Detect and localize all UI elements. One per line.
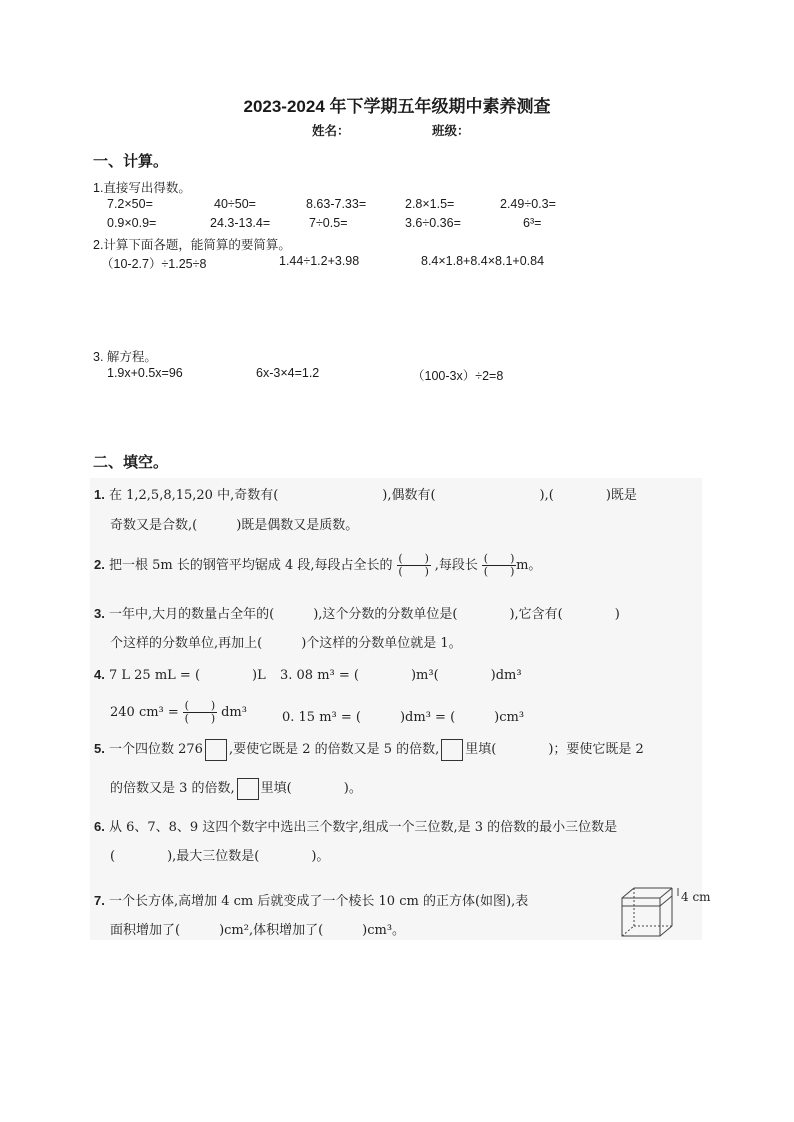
calc-item: 0.9×0.9= bbox=[107, 216, 157, 230]
equation-item: 6x-3×4=1.2 bbox=[256, 366, 320, 380]
name-label: 姓名： bbox=[312, 124, 350, 138]
question-text: 一年中,大月的数量占全年的( ),这个分数的分数单位是( ),它含有( ) bbox=[108, 607, 620, 622]
answer-box[interactable] bbox=[441, 739, 463, 761]
question-number: 2. bbox=[94, 557, 105, 572]
q1-label: 1.直接写出得数。 bbox=[93, 181, 191, 195]
fill-q7-line2: 面积增加了( )cm²,体积增加了( )cm³。 bbox=[110, 923, 406, 938]
calc-item: 40÷50= bbox=[214, 197, 256, 211]
calc-item: 8.63-7.33= bbox=[306, 197, 367, 211]
calc-item: 2.49÷0.3= bbox=[500, 197, 556, 211]
fraction-blank: $\frac{( )}{( )}$ bbox=[483, 552, 515, 578]
cube-height-label: 4 cm bbox=[681, 890, 711, 904]
page-title: 2023-2024 年下学期五年级期中素养测查 bbox=[243, 97, 551, 116]
fill-q1-line1 bbox=[94, 484, 637, 503]
question-text: 里填( )；要使它既是 2 bbox=[465, 742, 644, 757]
answer-box[interactable] bbox=[205, 739, 227, 761]
calc-item: 7.2×50= bbox=[107, 197, 153, 211]
fill-q5-line2 bbox=[110, 777, 362, 800]
section2-heading: 二、填空。 bbox=[93, 454, 169, 471]
q3-label: 3. 解方程。 bbox=[93, 350, 157, 364]
fill-q1-line2: 奇数又是合数,( )既是偶数又是质数。 bbox=[110, 518, 359, 533]
fill-q4-b1 bbox=[110, 700, 247, 725]
question-text: dm³ bbox=[221, 705, 247, 720]
question-text: 在 1,2,5,8,15,20 中,奇数有( ),偶数有( ),( )既是 bbox=[108, 488, 637, 503]
question-text: 7 L 25 mL = ( )L bbox=[108, 668, 266, 683]
question-number: 3. bbox=[94, 606, 105, 621]
question-text: m。 bbox=[516, 558, 542, 573]
calc-item: 3.6÷0.36= bbox=[405, 216, 461, 230]
question-number: 5. bbox=[94, 741, 105, 756]
question-number: 6. bbox=[94, 819, 105, 834]
fill-q7-line1 bbox=[94, 890, 528, 909]
question-number: 4. bbox=[94, 667, 105, 682]
equation-item: （100-3x）÷2=8 bbox=[412, 369, 504, 383]
calc-item: 8.4×1.8+8.4×8.1+0.84 bbox=[421, 254, 545, 268]
calc-item: （10-2.7）÷1.25÷8 bbox=[101, 257, 207, 271]
class-label: 班级： bbox=[432, 124, 470, 138]
fill-q6-line1 bbox=[94, 816, 617, 835]
fill-q3-line1 bbox=[94, 603, 620, 622]
calc-item: 6³= bbox=[523, 216, 542, 230]
question-text: 240 cm³ = bbox=[110, 705, 179, 720]
question-text: ,每段长 bbox=[434, 558, 478, 573]
calc-item: 1.44÷1.2+3.98 bbox=[279, 254, 360, 268]
fill-q2 bbox=[94, 553, 541, 578]
fill-q6-line2: ( ),最大三位数是( )。 bbox=[110, 849, 330, 864]
q2-label: 2.计算下面各题，能简算的要简算。 bbox=[93, 238, 291, 252]
question-text: 里填( )。 bbox=[260, 781, 362, 796]
fill-q4-line1 bbox=[94, 664, 266, 683]
question-number: 7. bbox=[94, 893, 105, 908]
question-number: 1. bbox=[94, 487, 105, 502]
question-text: 一个四位数 276 bbox=[108, 742, 203, 757]
question-text: ,要使它既是 2 的倍数又是 5 的倍数, bbox=[228, 742, 440, 757]
fraction-blank: $\frac{( )}{( )}$ bbox=[184, 699, 216, 725]
question-text: 一个长方体,高增加 4 cm 后就变成了一个棱长 10 cm 的正方体(如图),表 bbox=[108, 894, 529, 909]
fill-q3-line2: 个这样的分数单位,再加上( )个这样的分数单位就是 1。 bbox=[110, 636, 462, 651]
fill-q5-line1 bbox=[94, 738, 644, 761]
fill-q4-a2: 3. 08 m³ = ( )m³( )dm³ bbox=[280, 668, 522, 683]
question-text: 的倍数又是 3 的倍数, bbox=[110, 781, 235, 796]
question-text: 把一根 5m 长的钢管平均锯成 4 段,每段占全长的 bbox=[108, 558, 393, 573]
calc-item: 2.8×1.5= bbox=[405, 197, 455, 211]
equation-item: 1.9x+0.5x=96 bbox=[107, 366, 183, 380]
question-text: 从 6、7、8、9 这四个数字中选出三个数字,组成一个三位数,是 3 的倍数的最小三位数是 bbox=[108, 820, 618, 835]
calc-item: 24.3-13.4= bbox=[210, 216, 271, 230]
fraction-blank: $\frac{( )}{( )}$ bbox=[398, 552, 429, 578]
fill-q4-b2: 0. 15 m³ = ( )dm³ = ( )cm³ bbox=[282, 710, 525, 725]
section1-heading: 一、计算。 bbox=[93, 153, 169, 170]
calc-item: 7÷0.5= bbox=[309, 216, 348, 230]
answer-box[interactable] bbox=[237, 778, 259, 800]
